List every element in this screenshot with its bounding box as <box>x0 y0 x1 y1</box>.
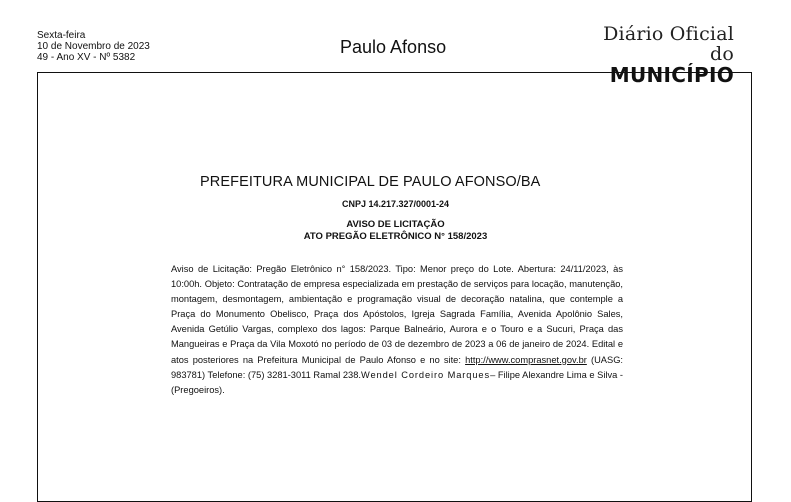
edition-number: 49 - Ano XV - Nº 5382 <box>37 52 136 63</box>
logo-bottom-text: MUNICÍPIO <box>609 63 734 87</box>
body-text-part1: Aviso de Licitação: Pregão Eletrônico n° 158/2023. Tipo: Menor preço do Lote. Abertura: 24/11/2023, às 10:00h. Objeto: Contratação de empresa especializada em prestação de serviços para locação, manutenção, montagem, desmontagem, ambientação e programação visual de decoração natalina, que contemple a Praça do Monumento Obelisco, Praça dos Apóstolos, Igreja Sagrada Família, Avenida Apolônio Sales, Avenida Getúlio Vargas, complexo dos lagos: Parque Balneário, Aurora e o Touro e a Sucuri, Praça das Mangueiras e Praça da Vila Moxotó no período de 03 de dezembro de 2023 a 06 de janeiro de 2024. Edital e atos posteriores na Prefeitura Municipal de Paulo Afonso e no site: <box>171 264 623 365</box>
body-text-part2: (UASG: 983781) Telefone: (75) 3281-3011 Ramal 238. <box>171 354 624 380</box>
signer-name: Wendel Cordeiro Marques <box>360 369 491 380</box>
notice-body <box>171 262 623 398</box>
document-title: PREFEITURA MUNICIPAL DE PAULO AFONSO/BA <box>200 174 541 190</box>
notice-subtitle: ATO PREGÃO ELETRÔNICO N° 158/2023 <box>303 231 488 242</box>
logo-top-text: Diário Oficial do <box>603 23 734 65</box>
edition-date: 10 de Novembro de 2023 <box>37 41 150 52</box>
comprasnet-link[interactable]: http://www.comprasnet.gov.br <box>465 354 587 365</box>
cnpj: CNPJ 14.217.327/0001-24 <box>341 199 450 209</box>
notice-title: AVISO DE LICITAÇÃO <box>346 219 445 230</box>
body-text-part3: – Filipe Alexandre Lima e Silva - (Pregoeiros). <box>171 369 623 395</box>
notice-heading <box>0 219 791 243</box>
weekday: Sexta-feira <box>37 30 86 41</box>
city-name: Paulo Afonso <box>340 37 447 57</box>
edition-info <box>37 30 150 63</box>
